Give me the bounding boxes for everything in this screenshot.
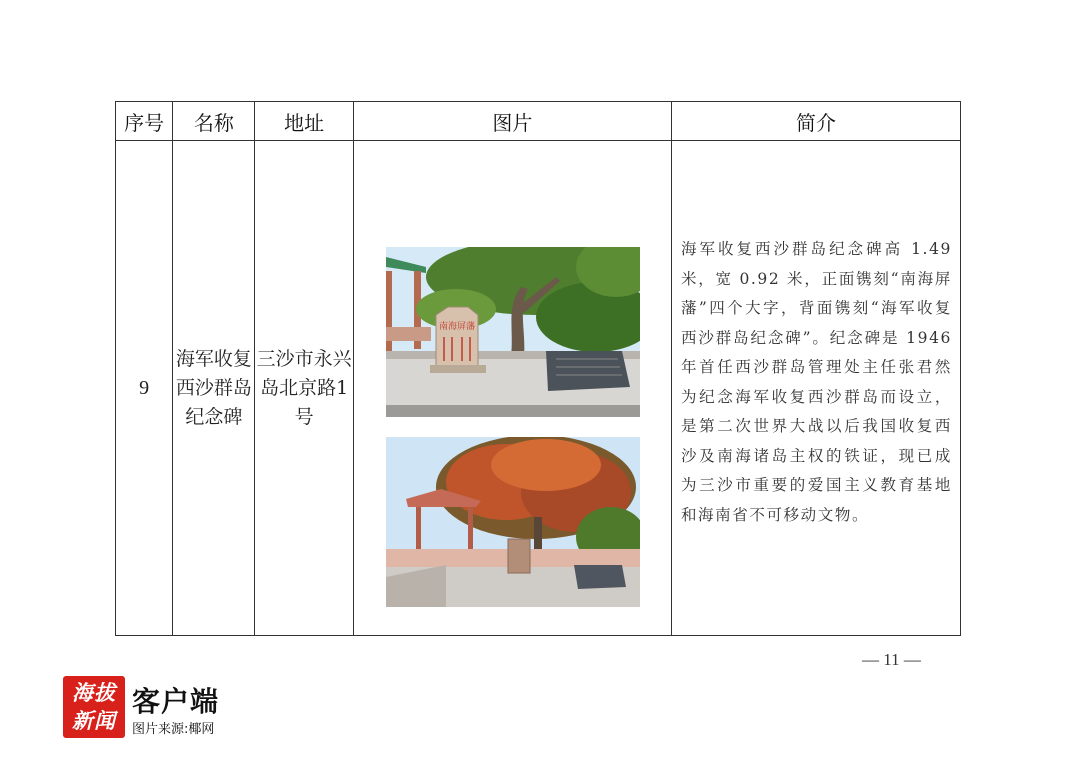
photo-cell: [353, 141, 671, 636]
heritage-table: [115, 101, 961, 636]
row-number: 9: [116, 141, 173, 636]
intro-cell: [671, 141, 960, 636]
site-name: 海军收复西沙群岛纪念碑: [173, 141, 255, 636]
site-introduction: 海军收复西沙群岛纪念碑高 1.49 米，宽 0.92 米，正面镌刻“南海屏藩”四个大字，背面镌刻“海军收复西沙群岛纪念碑”。纪念碑是 1946 年首任西沙群岛管理处主任张君然为纪念海军收复西沙群岛而设立，是第二次世界大战以后我国收复西沙及南海诸岛主权的铁证，现已成为三沙市重要的爱国主义教育基地和海南省不可移动文物。: [680, 240, 952, 524]
table-header-row: [116, 102, 961, 141]
news-logo-icon: [63, 676, 125, 738]
image-source: 图片来源:椰网: [132, 722, 215, 737]
monument-inscription: 南海屏藩: [438, 322, 475, 332]
header-name: 名称: [173, 102, 255, 141]
page-number: — 11 —: [862, 650, 921, 669]
header-no: 序号: [116, 102, 173, 141]
monument-photo-1: [386, 247, 640, 417]
logo-title: 客户端: [132, 685, 220, 718]
header-intro: 简介: [671, 102, 960, 141]
table-row: [116, 141, 961, 636]
logo-mark-line-2: 新闻: [72, 708, 116, 733]
monument-photo-2: [386, 437, 640, 607]
logo-mark-line-1: 海拔: [72, 680, 116, 705]
header-photo: 图片: [353, 102, 671, 141]
header-address: 地址: [255, 102, 353, 141]
site-address: 三沙市永兴岛北京路1号: [255, 141, 353, 636]
